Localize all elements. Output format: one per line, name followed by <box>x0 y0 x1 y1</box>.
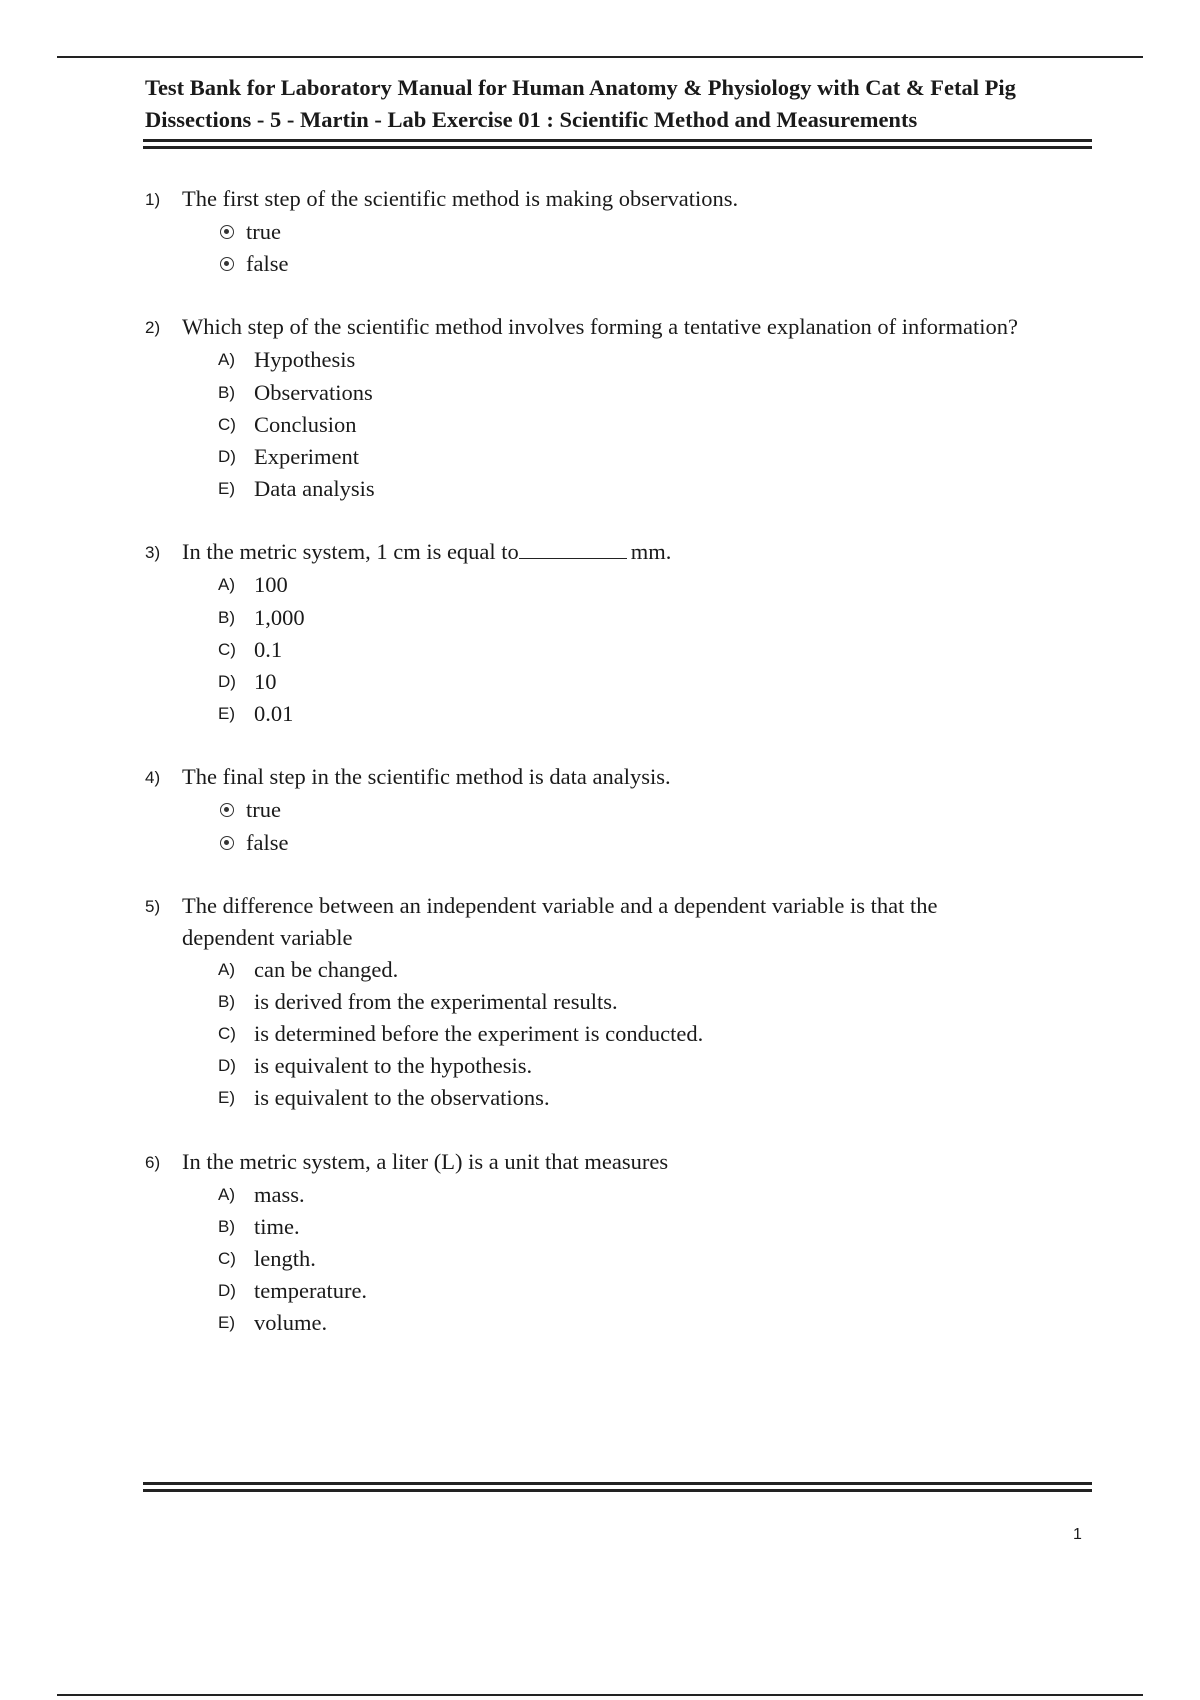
option-c[interactable] <box>218 1018 1105 1050</box>
option-true[interactable] <box>218 216 1105 248</box>
fill-in-blank <box>519 540 627 559</box>
option-label: D) <box>218 1281 236 1301</box>
question-text: Which step of the scientific method involves forming a tentative explanation of information? <box>182 314 1019 340</box>
option-d[interactable] <box>218 1050 1105 1082</box>
page-bottom-rule <box>57 1694 1143 1696</box>
option-text: Data analysis <box>254 476 375 502</box>
option-label: B) <box>218 1216 235 1236</box>
option-e[interactable] <box>218 473 1105 505</box>
option-b[interactable] <box>218 602 1105 634</box>
option-d[interactable] <box>218 441 1105 473</box>
option-false[interactable] <box>218 248 1105 280</box>
option-c[interactable] <box>218 1243 1105 1275</box>
option-text: 100 <box>254 572 288 598</box>
question-text-before: In the metric system, 1 cm is equal to <box>182 539 519 565</box>
option-label: C) <box>218 1024 236 1044</box>
option-label: E) <box>218 704 235 724</box>
option-text: is derived from the experimental results. <box>254 988 618 1014</box>
page-top-rule <box>57 56 1143 58</box>
option-label: C) <box>218 414 236 434</box>
option-text: Conclusion <box>254 411 357 437</box>
option-label: A) <box>218 959 235 979</box>
option-label: A) <box>218 1184 235 1204</box>
option-text: is determined before the experiment is conducted. <box>254 1021 704 1047</box>
option-label: B) <box>218 991 235 1011</box>
option-b[interactable] <box>218 1211 1105 1243</box>
option-label: C) <box>218 1249 236 1269</box>
question-3 <box>145 536 1105 730</box>
question-1 <box>145 183 1105 280</box>
option-text: can be changed. <box>254 956 399 982</box>
option-c[interactable] <box>218 634 1105 666</box>
option-label: B) <box>218 607 235 627</box>
option-label: A) <box>218 575 235 595</box>
option-e[interactable] <box>218 1307 1105 1339</box>
option-b[interactable] <box>218 986 1105 1018</box>
page-number: 1 <box>1073 1526 1082 1543</box>
option-text: 0.01 <box>254 701 294 727</box>
option-label: B) <box>218 382 235 402</box>
document-title: Test Bank for Laboratory Manual for Human Anatomy & Physiology with Cat & Fetal Pig Dissections - 5 - Martin - Lab Exercise 01 : Scientific Method and Measurements <box>145 75 1016 132</box>
question-number: 3) <box>145 543 161 563</box>
question-number: 1) <box>145 190 161 209</box>
option-false[interactable] <box>218 826 1105 858</box>
question-number: 6) <box>145 1152 161 1172</box>
question-number: 2) <box>145 318 161 338</box>
option-label: A) <box>218 350 235 370</box>
option-d[interactable] <box>218 666 1105 698</box>
question-number: 4) <box>145 768 161 788</box>
option-b[interactable] <box>218 377 1105 409</box>
footer-double-rule <box>143 1482 1092 1492</box>
option-label: D) <box>218 447 236 467</box>
question-text: The first step of the scientific method is making observations. <box>182 186 739 211</box>
option-a[interactable] <box>218 1179 1105 1211</box>
option-d[interactable] <box>218 1275 1105 1307</box>
option-text: 1,000 <box>254 604 305 630</box>
option-text: time. <box>254 1213 300 1239</box>
question-text: The difference between an independent variable and a dependent variable is that the dependent variable <box>182 892 938 950</box>
header-double-rule <box>143 139 1092 149</box>
question-number: 5) <box>145 896 161 916</box>
option-label: E) <box>218 479 235 499</box>
option-text: Observations <box>254 379 373 405</box>
question-text: The final step in the scientific method is data analysis. <box>182 764 671 790</box>
option-label: E) <box>218 1088 235 1108</box>
option-text: Experiment <box>254 444 359 470</box>
question-text-after: mm. <box>630 539 672 565</box>
question-5 <box>145 890 1105 1115</box>
question-list <box>145 183 1105 1371</box>
option-true[interactable] <box>218 794 1105 826</box>
question-text <box>182 536 671 568</box>
option-label: E) <box>218 1313 235 1333</box>
radio-icon[interactable] <box>220 836 234 850</box>
option-e[interactable] <box>218 698 1105 730</box>
radio-icon[interactable] <box>220 225 234 239</box>
option-text: length. <box>254 1246 316 1272</box>
radio-icon[interactable] <box>220 803 234 817</box>
option-text: Hypothesis <box>254 347 356 373</box>
radio-icon[interactable] <box>220 257 234 271</box>
option-c[interactable] <box>218 409 1105 441</box>
option-text: 0.1 <box>254 636 283 662</box>
option-label: D) <box>218 1056 236 1076</box>
question-text: In the metric system, a liter (L) is a unit that measures <box>182 1148 669 1174</box>
option-a[interactable] <box>218 344 1105 376</box>
option-text: true <box>246 797 281 823</box>
option-a[interactable] <box>218 954 1105 986</box>
option-label: C) <box>218 639 236 659</box>
option-text: temperature. <box>254 1278 368 1304</box>
question-2 <box>145 311 1105 505</box>
question-4 <box>145 761 1105 858</box>
option-text: volume. <box>254 1310 328 1336</box>
option-a[interactable] <box>218 569 1105 601</box>
option-text: 10 <box>254 668 277 694</box>
question-6 <box>145 1146 1105 1340</box>
option-text: is equivalent to the hypothesis. <box>254 1053 533 1079</box>
option-text: true <box>246 219 281 245</box>
option-e[interactable] <box>218 1082 1105 1114</box>
option-text: false <box>246 251 289 277</box>
option-text: mass. <box>254 1181 305 1207</box>
option-label: D) <box>218 671 236 691</box>
option-text: is equivalent to the observations. <box>254 1085 550 1111</box>
option-text: false <box>246 829 289 855</box>
